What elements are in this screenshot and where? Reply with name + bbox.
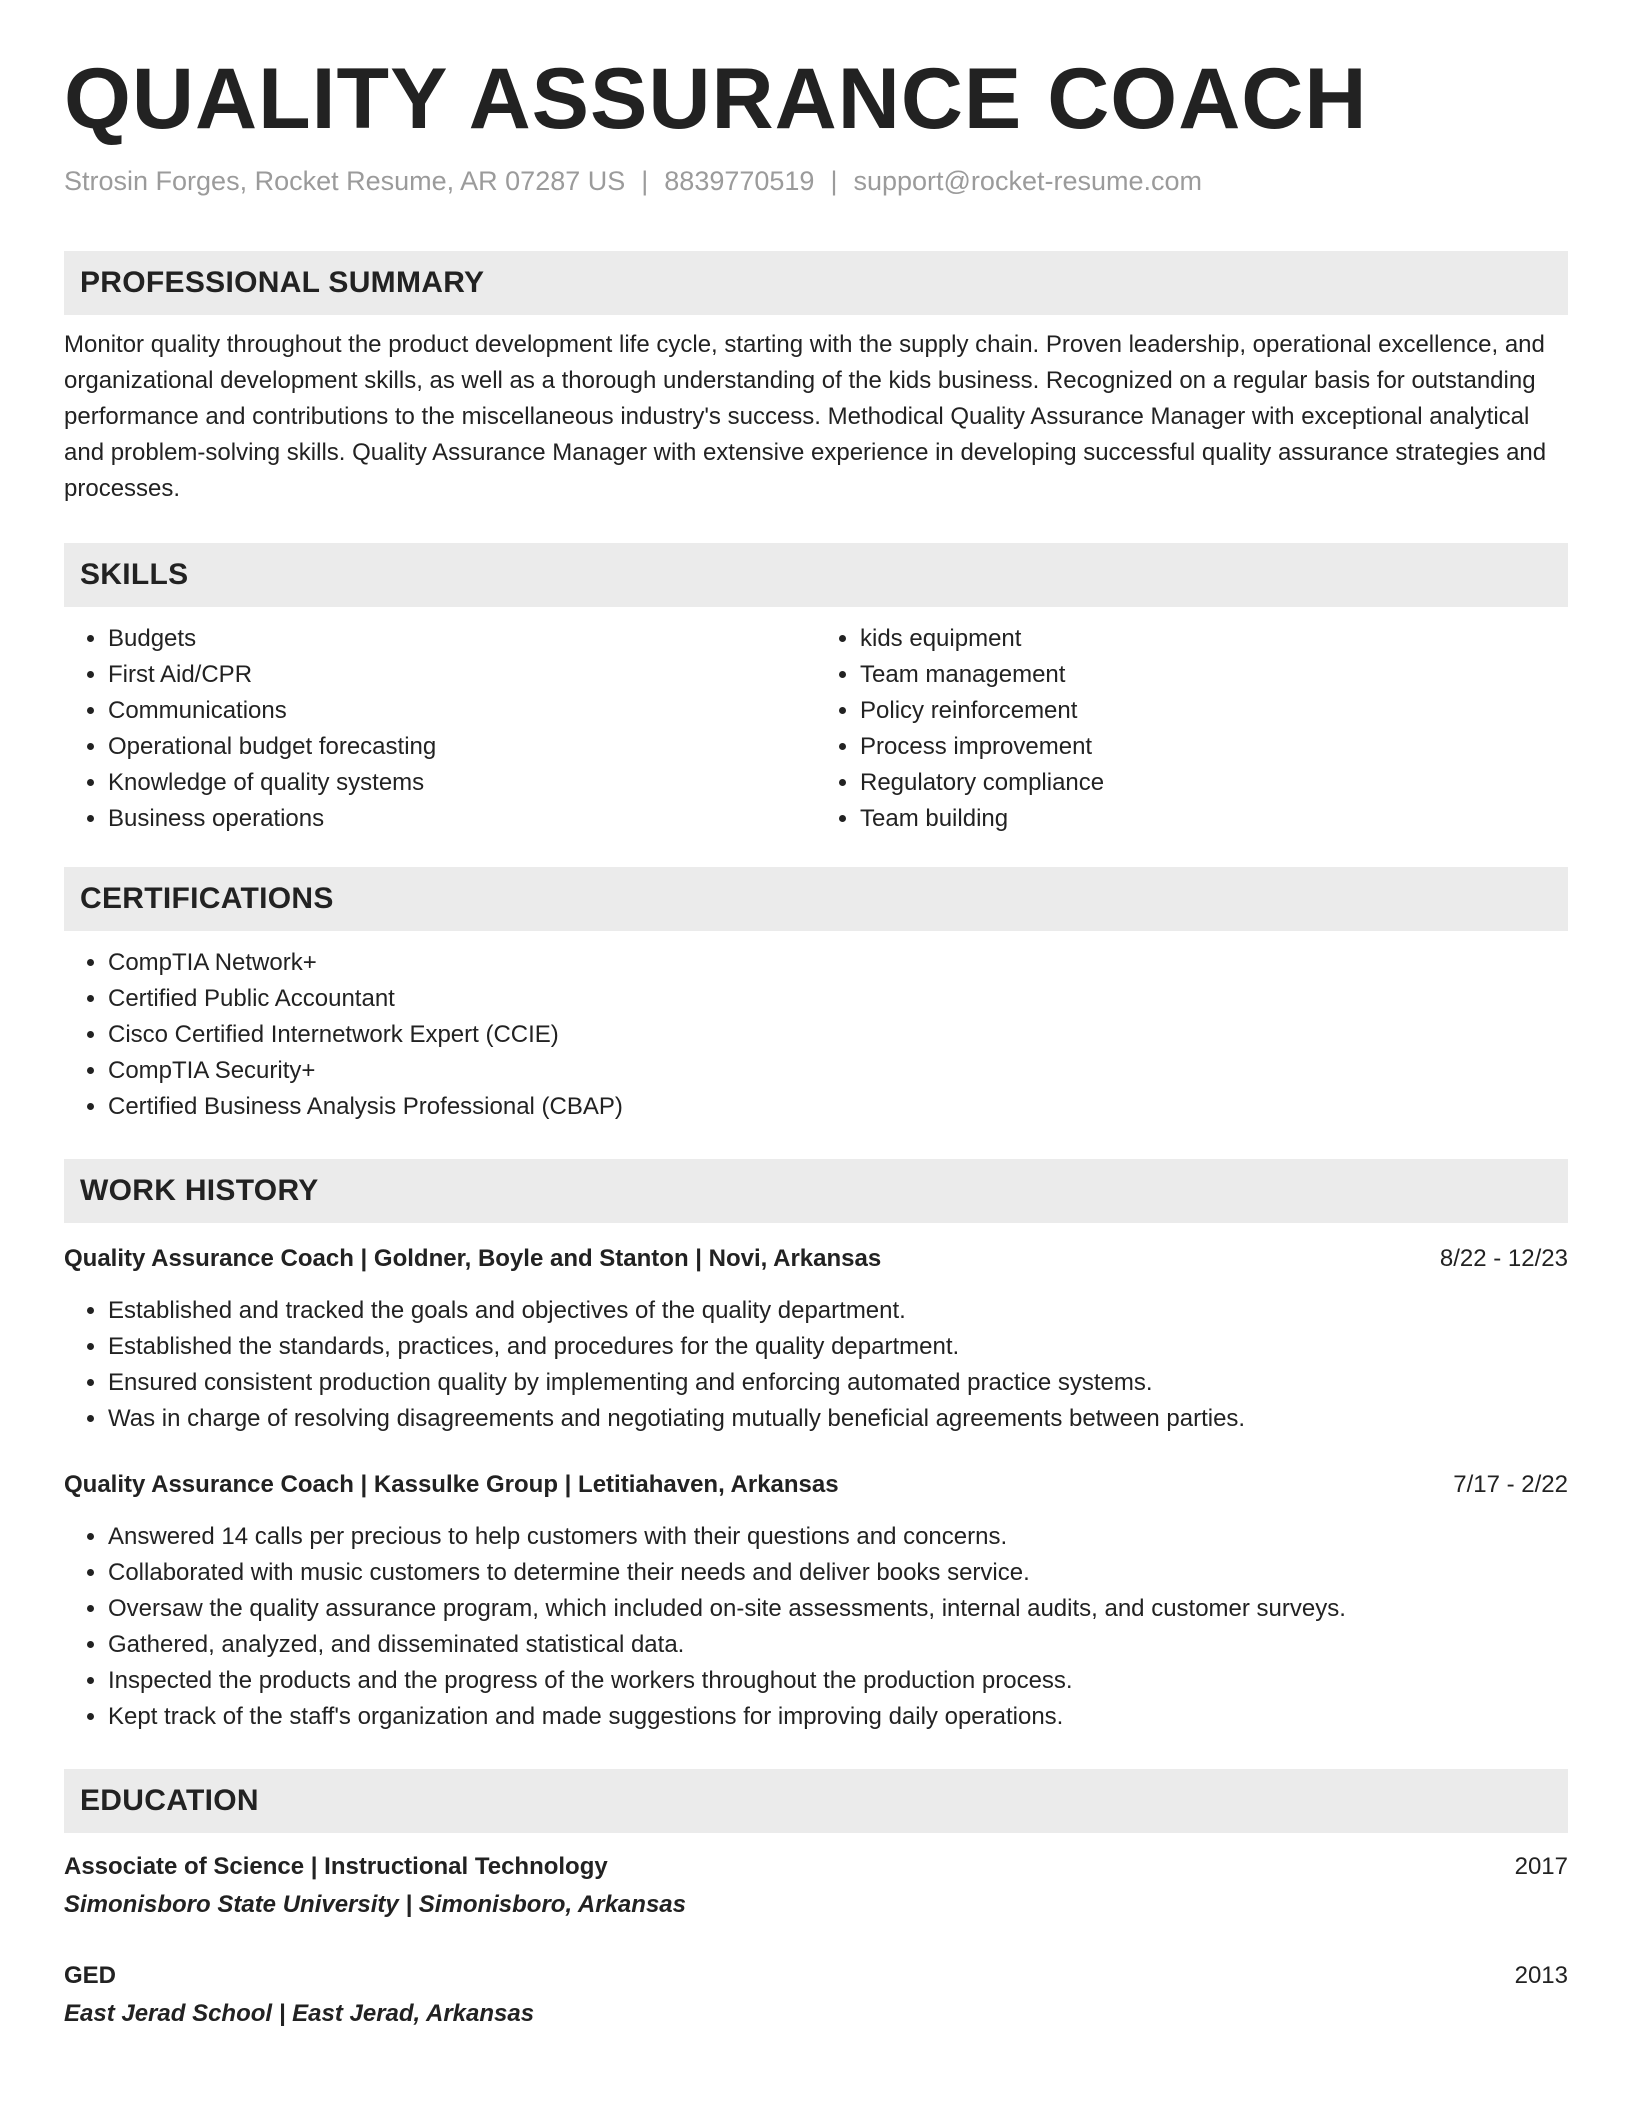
job-entry [64, 1241, 1568, 1437]
job-header [64, 1467, 1568, 1503]
contact-separator: | [830, 166, 838, 196]
skill-item: • Process improvement [860, 729, 1568, 765]
education-section [64, 1769, 1568, 2032]
job-bullet: • Kept track of the staff's organization and made suggestions for improving daily operations. [108, 1699, 1568, 1735]
job-entry [64, 1467, 1568, 1735]
contact-line [64, 166, 1202, 197]
job-bullet: • Was in charge of resolving disagreements and negotiating mutually beneficial agreements between parties. [108, 1401, 1568, 1437]
contact-separator: | [641, 166, 649, 196]
job-bullet: • Gathered, analyzed, and disseminated statistical data. [108, 1627, 1568, 1663]
education-year: 2013 [1514, 1962, 1568, 1989]
certification-item: • CompTIA Network+ [108, 945, 1568, 981]
education-school: Simonisboro State University | Simonisboro, Arkansas [64, 1891, 686, 1918]
job-bullet: • Inspected the products and the progress of the workers throughout the production process. [108, 1663, 1568, 1699]
summary-text: Monitor quality throughout the product development life cycle, starting with the supply chain. Proven leadership, operational excellence, and organizational development skills, as well as a thorough understanding of the kids business. Recognized on a regular basis for outstanding performance and contributions to the miscellaneous industry's success. Methodical Quality Assurance Manager with exceptional analytical and problem-solving skills. Quality Assurance Manager with extensive experience in developing successful quality assurance strategies and processes. [64, 331, 1547, 502]
job-bullet: • Oversaw the quality assurance program, which included on-site assessments, internal audits, and customer surveys. [108, 1591, 1568, 1627]
certification-item: • Certified Public Accountant [108, 981, 1568, 1017]
skill-item: • kids equipment [860, 621, 1568, 657]
job-dates: 7/17 - 2/22 [1453, 1471, 1568, 1498]
certification-item: • Certified Business Analysis Professional (CBAP) [108, 1089, 1568, 1125]
skill-item: • Policy reinforcement [860, 693, 1568, 729]
job-bullet: • Answered 14 calls per precious to help customers with their questions and concerns. [108, 1519, 1568, 1555]
work-history-heading: WORK HISTORY [64, 1159, 1568, 1223]
skill-item: • Knowledge of quality systems [108, 765, 816, 801]
contact-phone: 8839770519 [664, 166, 815, 196]
summary-section [64, 251, 1568, 507]
certification-item: • Cisco Certified Internetwork Expert (CCIE) [108, 1017, 1568, 1053]
certifications-list [64, 945, 1568, 1125]
job-title: Quality Assurance Coach | Kassulke Group | Letitiahaven, Arkansas [64, 1471, 839, 1498]
skill-item: • Operational budget forecasting [108, 729, 816, 765]
education-year: 2017 [1514, 1853, 1568, 1880]
job-bullet: • Collaborated with music customers to determine their needs and deliver books service. [108, 1555, 1568, 1591]
skill-item: • First Aid/CPR [108, 657, 816, 693]
job-bullets [64, 1519, 1568, 1735]
certifications-section [64, 867, 1568, 1125]
job-dates: 8/22 - 12/23 [1439, 1245, 1568, 1272]
skill-item: • Team management [860, 657, 1568, 693]
education-degree: Associate of Science | Instructional Technology [64, 1853, 608, 1880]
skill-item: • Budgets [108, 621, 816, 657]
certification-item: • CompTIA Security+ [108, 1053, 1568, 1089]
certifications-heading: CERTIFICATIONS [64, 867, 1568, 931]
skill-item: • Team building [860, 801, 1568, 837]
skills-list-left [64, 621, 816, 837]
job-header [64, 1241, 1568, 1277]
contact-email: support@rocket-resume.com [853, 166, 1202, 196]
skill-item: • Regulatory compliance [860, 765, 1568, 801]
education-degree: GED [64, 1962, 117, 1989]
skills-columns [64, 607, 1568, 837]
job-bullet: • Established the standards, practices, and procedures for the quality department. [108, 1329, 1568, 1365]
skills-list-right [816, 621, 1568, 837]
job-bullet: • Established and tracked the goals and objectives of the quality department. [108, 1293, 1568, 1329]
skills-heading: SKILLS [64, 543, 1568, 607]
job-bullet: • Ensured consistent production quality by implementing and enforcing automated practice systems. [108, 1365, 1568, 1401]
skill-item: • Business operations [108, 801, 816, 837]
skills-section [64, 543, 1568, 837]
work-history-section [64, 1159, 1568, 1735]
education-entry [64, 1849, 1568, 1923]
job-bullets [64, 1293, 1568, 1437]
education-header [64, 1958, 1568, 1994]
education-header [64, 1849, 1568, 1885]
education-entry [64, 1958, 1568, 2032]
education-heading: EDUCATION [64, 1769, 1568, 1833]
summary-heading: PROFESSIONAL SUMMARY [64, 251, 1568, 315]
job-title: Quality Assurance Coach | Goldner, Boyle and Stanton | Novi, Arkansas [64, 1245, 882, 1272]
skill-item: • Communications [108, 693, 816, 729]
education-school: East Jerad School | East Jerad, Arkansas [64, 2000, 535, 2027]
contact-address: Strosin Forges, Rocket Resume, AR 07287 US [64, 166, 626, 196]
resume-name: QUALITY ASSURANCE COACH [64, 51, 1368, 147]
